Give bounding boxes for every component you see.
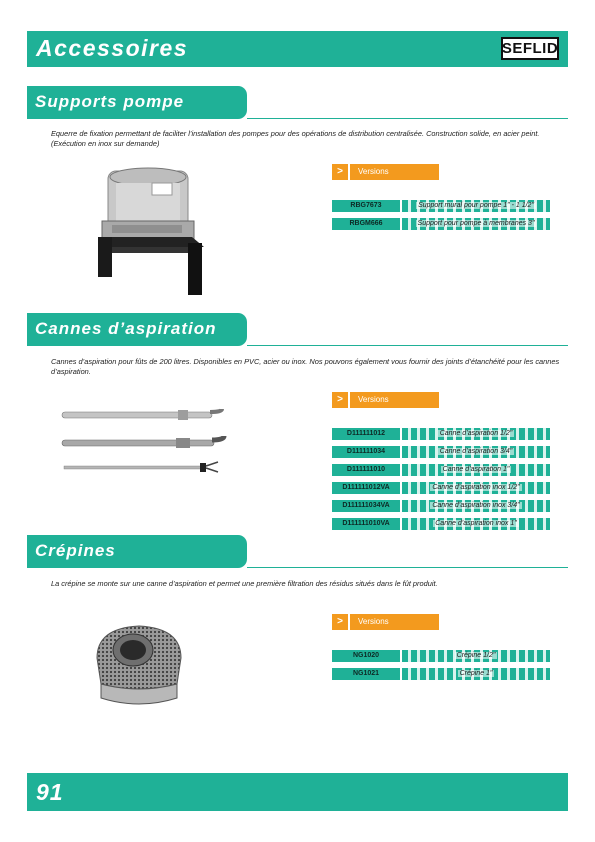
page-header <box>27 31 568 67</box>
brand-logo-text: SEFLID <box>501 40 559 57</box>
table-row <box>332 498 550 516</box>
table-row <box>332 648 550 666</box>
section-title: Cannes d’aspiration <box>35 319 217 338</box>
product-code: D111111012VA <box>332 482 400 494</box>
product-code: RBGM666 <box>332 218 400 230</box>
product-description: Canne d’aspiration inox 1" <box>402 518 550 530</box>
table-row <box>332 444 550 462</box>
versions-header <box>332 392 439 408</box>
product-description: Canne d’aspiration inox 1/2" <box>402 482 550 494</box>
section-description: La crépine se monte sur une canne d’aspiration et permet une première filtration des résidus situés dans le fût produit. <box>51 579 438 588</box>
versions-header <box>332 164 439 180</box>
product-code: D111111010 <box>332 464 400 476</box>
versions-label: Versions <box>350 164 439 180</box>
product-description: Canne d’aspiration 1/2" <box>402 428 550 440</box>
chevron-right-icon: > <box>332 392 348 408</box>
product-code: D111111012 <box>332 428 400 440</box>
versions-table <box>332 648 550 684</box>
product-code: RBG7673 <box>332 200 400 212</box>
section-description: Cannes d’aspiration pour fûts de 200 litres. Disponibles en PVC, acier ou inox. Nos pouvons également vous fournir des joints d’étanchéité pour les cannes d’aspiration. <box>51 357 560 376</box>
section-header-supports <box>27 86 247 119</box>
page-number: 91 <box>36 779 64 805</box>
product-code: NG1020 <box>332 650 400 662</box>
page-footer <box>27 773 568 811</box>
table-row <box>332 198 550 216</box>
table-row <box>332 426 550 444</box>
product-code: D111111034VA <box>332 500 400 512</box>
versions-label: Versions <box>350 392 439 408</box>
page-title: Accessoires <box>36 35 189 61</box>
chevron-right-icon: > <box>332 614 348 630</box>
versions-label: Versions <box>350 614 439 630</box>
product-description: Canne d’aspiration 1" <box>402 464 550 476</box>
chevron-right-icon: > <box>332 164 348 180</box>
section-title: Supports pompe <box>35 92 185 111</box>
section-title: Crépines <box>35 541 116 560</box>
product-description: Canne d’aspiration inox 3/4" <box>402 500 550 512</box>
table-row <box>332 216 550 234</box>
pump-support-image <box>92 163 210 300</box>
product-description: Crépine 1/2" <box>402 650 550 662</box>
section-description: Equerre de fixation permettant de faciliter l’installation des pompes pour des opérations de distribution centralisée. Construction solide, en acier peint. (Exécution en inox sur demande) <box>51 129 540 148</box>
section-header-crepines <box>27 535 247 568</box>
product-description: Crépine 1" <box>402 668 550 680</box>
section-divider <box>247 567 568 568</box>
product-description: Support mural pour pompe 1" - 1 1/2" <box>402 200 550 212</box>
product-description: Support pour pompe à membranes 3" <box>402 218 550 230</box>
brand-logo <box>501 37 559 60</box>
table-row <box>332 666 550 684</box>
product-code: D111111010VA <box>332 518 400 530</box>
section-divider <box>247 345 568 346</box>
product-code: D111111034 <box>332 446 400 458</box>
table-row <box>332 462 550 480</box>
section-header-cannes <box>27 313 247 346</box>
suction-pipes-image <box>60 408 228 478</box>
strainer-image <box>93 618 185 713</box>
table-row <box>332 516 550 534</box>
product-code: NG1021 <box>332 668 400 680</box>
product-description: Canne d’aspiration 3/4" <box>402 446 550 458</box>
versions-table <box>332 426 550 534</box>
table-row <box>332 480 550 498</box>
versions-table <box>332 198 550 234</box>
versions-header <box>332 614 439 630</box>
section-divider <box>247 118 568 119</box>
